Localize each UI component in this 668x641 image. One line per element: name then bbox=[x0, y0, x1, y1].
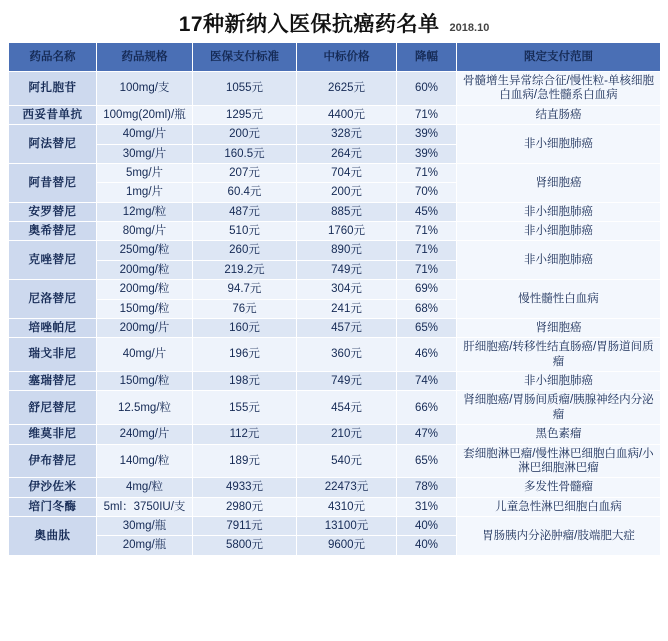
cell-drop-rate: 39% bbox=[397, 144, 457, 163]
cell-spec: 150mg/粒 bbox=[97, 299, 193, 318]
table-row bbox=[9, 478, 661, 497]
cell-drug-name: 尼洛替尼 bbox=[9, 280, 97, 319]
drug-list-table bbox=[8, 42, 661, 556]
cell-drug-name: 舒尼替尼 bbox=[9, 391, 97, 425]
cell-spec: 40mg/片 bbox=[97, 125, 193, 144]
cell-pay-standard: 160.5元 bbox=[193, 144, 297, 163]
cell-bid-price: 200元 bbox=[297, 183, 397, 202]
cell-drug-name: 阿昔替尼 bbox=[9, 163, 97, 202]
cell-pay-standard: 196元 bbox=[193, 338, 297, 372]
column-header-bid: 中标价格 bbox=[297, 43, 397, 72]
cell-spec: 12mg/粒 bbox=[97, 202, 193, 221]
cell-drug-name: 塞瑞替尼 bbox=[9, 372, 97, 391]
cell-drug-name: 安罗替尼 bbox=[9, 202, 97, 221]
cell-drop-rate: 65% bbox=[397, 318, 457, 337]
cell-pay-standard: 60.4元 bbox=[193, 183, 297, 202]
cell-spec: 30mg/片 bbox=[97, 144, 193, 163]
cell-pay-standard: 200元 bbox=[193, 125, 297, 144]
cell-pay-standard: 76元 bbox=[193, 299, 297, 318]
cell-spec: 200mg/粒 bbox=[97, 260, 193, 279]
cell-pay-standard: 198元 bbox=[193, 372, 297, 391]
table-row bbox=[9, 72, 661, 106]
table-row bbox=[9, 222, 661, 241]
cell-pay-standard: 487元 bbox=[193, 202, 297, 221]
cell-bid-price: 328元 bbox=[297, 125, 397, 144]
cell-drop-rate: 71% bbox=[397, 241, 457, 260]
cell-bid-price: 13100元 bbox=[297, 517, 397, 536]
cell-drug-name: 瑞戈非尼 bbox=[9, 338, 97, 372]
cell-bid-price: 22473元 bbox=[297, 478, 397, 497]
cell-payment-scope: 非小细胞肺癌 bbox=[457, 222, 661, 241]
cell-drop-rate: 40% bbox=[397, 536, 457, 555]
table-header-row bbox=[9, 43, 661, 72]
cell-drop-rate: 74% bbox=[397, 372, 457, 391]
table-body bbox=[9, 72, 661, 556]
cell-payment-scope: 肾细胞癌/胃肠间质瘤/胰腺神经内分泌瘤 bbox=[457, 391, 661, 425]
cell-pay-standard: 1055元 bbox=[193, 72, 297, 106]
cell-drop-rate: 78% bbox=[397, 478, 457, 497]
cell-bid-price: 4310元 bbox=[297, 497, 397, 516]
cell-drug-name: 奥曲肽 bbox=[9, 517, 97, 556]
cell-drug-name: 奥希替尼 bbox=[9, 222, 97, 241]
cell-payment-scope: 多发性骨髓瘤 bbox=[457, 478, 661, 497]
cell-pay-standard: 155元 bbox=[193, 391, 297, 425]
table-row bbox=[9, 497, 661, 516]
table-row bbox=[9, 163, 661, 182]
cell-drug-name: 伊布替尼 bbox=[9, 444, 97, 478]
column-header-pay: 医保支付标准 bbox=[193, 43, 297, 72]
cell-drug-name: 培唑帕尼 bbox=[9, 318, 97, 337]
cell-pay-standard: 260元 bbox=[193, 241, 297, 260]
cell-bid-price: 749元 bbox=[297, 372, 397, 391]
cell-drug-name: 阿法替尼 bbox=[9, 125, 97, 164]
table-row bbox=[9, 444, 661, 478]
cell-bid-price: 360元 bbox=[297, 338, 397, 372]
cell-pay-standard: 510元 bbox=[193, 222, 297, 241]
cell-spec: 140mg/粒 bbox=[97, 444, 193, 478]
cell-pay-standard: 112元 bbox=[193, 425, 297, 444]
cell-payment-scope: 结直肠癌 bbox=[457, 105, 661, 124]
cell-payment-scope: 套细胞淋巴瘤/慢性淋巴细胞白血病/小淋巴细胞淋巴瘤 bbox=[457, 444, 661, 478]
cell-payment-scope: 肾细胞癌 bbox=[457, 318, 661, 337]
cell-payment-scope: 黑色素瘤 bbox=[457, 425, 661, 444]
cell-drop-rate: 40% bbox=[397, 517, 457, 536]
cell-payment-scope: 儿童急性淋巴细胞白血病 bbox=[457, 497, 661, 516]
column-header-drop: 降幅 bbox=[397, 43, 457, 72]
cell-bid-price: 2625元 bbox=[297, 72, 397, 106]
cell-bid-price: 264元 bbox=[297, 144, 397, 163]
cell-payment-scope: 非小细胞肺癌 bbox=[457, 372, 661, 391]
cell-payment-scope: 胃肠胰内分泌肿瘤/肢端肥大症 bbox=[457, 517, 661, 556]
cell-pay-standard: 2980元 bbox=[193, 497, 297, 516]
cell-pay-standard: 94.7元 bbox=[193, 280, 297, 299]
cell-spec: 100mg(20ml)/瓶 bbox=[97, 105, 193, 124]
title-date: 2018.10 bbox=[449, 22, 490, 34]
table-row bbox=[9, 202, 661, 221]
cell-drug-name: 西妥昔单抗 bbox=[9, 105, 97, 124]
cell-drop-rate: 39% bbox=[397, 125, 457, 144]
cell-payment-scope: 非小细胞肺癌 bbox=[457, 241, 661, 280]
table-row bbox=[9, 425, 661, 444]
cell-spec: 5ml：3750IU/支 bbox=[97, 497, 193, 516]
cell-drop-rate: 71% bbox=[397, 163, 457, 182]
cell-bid-price: 704元 bbox=[297, 163, 397, 182]
cell-spec: 5mg/片 bbox=[97, 163, 193, 182]
cell-drop-rate: 71% bbox=[397, 105, 457, 124]
cell-payment-scope: 非小细胞肺癌 bbox=[457, 202, 661, 221]
table-row bbox=[9, 338, 661, 372]
cell-payment-scope: 非小细胞肺癌 bbox=[457, 125, 661, 164]
cell-pay-standard: 160元 bbox=[193, 318, 297, 337]
cell-bid-price: 4400元 bbox=[297, 105, 397, 124]
cell-drug-name: 维莫非尼 bbox=[9, 425, 97, 444]
column-header-spec: 药品规格 bbox=[97, 43, 193, 72]
title-text: 17种新纳入医保抗癌药名单 bbox=[178, 13, 440, 36]
cell-drop-rate: 65% bbox=[397, 444, 457, 478]
cell-payment-scope: 肾细胞癌 bbox=[457, 163, 661, 202]
cell-pay-standard: 189元 bbox=[193, 444, 297, 478]
cell-payment-scope: 肝细胞癌/转移性结直肠癌/胃肠道间质瘤 bbox=[457, 338, 661, 372]
table-row bbox=[9, 241, 661, 260]
cell-drug-name: 伊沙佐米 bbox=[9, 478, 97, 497]
cell-spec: 4mg/粒 bbox=[97, 478, 193, 497]
cell-spec: 200mg/片 bbox=[97, 318, 193, 337]
cell-pay-standard: 4933元 bbox=[193, 478, 297, 497]
cell-spec: 30mg/瓶 bbox=[97, 517, 193, 536]
cell-drop-rate: 71% bbox=[397, 222, 457, 241]
column-header-name: 药品名称 bbox=[9, 43, 97, 72]
cell-spec: 80mg/片 bbox=[97, 222, 193, 241]
table-row bbox=[9, 517, 661, 536]
cell-drop-rate: 31% bbox=[397, 497, 457, 516]
cell-bid-price: 540元 bbox=[297, 444, 397, 478]
cell-spec: 20mg/瓶 bbox=[97, 536, 193, 555]
cell-bid-price: 241元 bbox=[297, 299, 397, 318]
cell-drop-rate: 66% bbox=[397, 391, 457, 425]
cell-spec: 200mg/粒 bbox=[97, 280, 193, 299]
cell-pay-standard: 7911元 bbox=[193, 517, 297, 536]
cell-spec: 150mg/粒 bbox=[97, 372, 193, 391]
cell-drug-name: 培门冬酶 bbox=[9, 497, 97, 516]
cell-bid-price: 457元 bbox=[297, 318, 397, 337]
cell-bid-price: 890元 bbox=[297, 241, 397, 260]
cell-spec: 240mg/片 bbox=[97, 425, 193, 444]
cell-bid-price: 454元 bbox=[297, 391, 397, 425]
cell-spec: 250mg/粒 bbox=[97, 241, 193, 260]
cell-bid-price: 1760元 bbox=[297, 222, 397, 241]
page-title bbox=[0, 0, 668, 42]
cell-drug-name: 阿扎胞苷 bbox=[9, 72, 97, 106]
cell-drop-rate: 71% bbox=[397, 260, 457, 279]
cell-bid-price: 885元 bbox=[297, 202, 397, 221]
cell-drop-rate: 45% bbox=[397, 202, 457, 221]
cell-drop-rate: 69% bbox=[397, 280, 457, 299]
cell-drop-rate: 68% bbox=[397, 299, 457, 318]
cell-drop-rate: 47% bbox=[397, 425, 457, 444]
table-row bbox=[9, 105, 661, 124]
cell-drop-rate: 60% bbox=[397, 72, 457, 106]
table-row bbox=[9, 372, 661, 391]
cell-payment-scope: 慢性髓性白血病 bbox=[457, 280, 661, 319]
table-row bbox=[9, 318, 661, 337]
cell-pay-standard: 1295元 bbox=[193, 105, 297, 124]
cell-spec: 12.5mg/粒 bbox=[97, 391, 193, 425]
cell-payment-scope: 骨髓增生异常综合征/慢性粒-单核细胞白血病/急性髓系白血病 bbox=[457, 72, 661, 106]
cell-drop-rate: 70% bbox=[397, 183, 457, 202]
cell-bid-price: 210元 bbox=[297, 425, 397, 444]
table-row bbox=[9, 125, 661, 144]
cell-spec: 40mg/片 bbox=[97, 338, 193, 372]
column-header-scope: 限定支付范围 bbox=[457, 43, 661, 72]
table-row bbox=[9, 280, 661, 299]
cell-pay-standard: 207元 bbox=[193, 163, 297, 182]
cell-spec: 1mg/片 bbox=[97, 183, 193, 202]
cell-pay-standard: 219.2元 bbox=[193, 260, 297, 279]
cell-pay-standard: 5800元 bbox=[193, 536, 297, 555]
cell-bid-price: 304元 bbox=[297, 280, 397, 299]
cell-spec: 100mg/支 bbox=[97, 72, 193, 106]
cell-bid-price: 9600元 bbox=[297, 536, 397, 555]
cell-bid-price: 749元 bbox=[297, 260, 397, 279]
table-row bbox=[9, 391, 661, 425]
cell-drop-rate: 46% bbox=[397, 338, 457, 372]
cell-drug-name: 克唑替尼 bbox=[9, 241, 97, 280]
